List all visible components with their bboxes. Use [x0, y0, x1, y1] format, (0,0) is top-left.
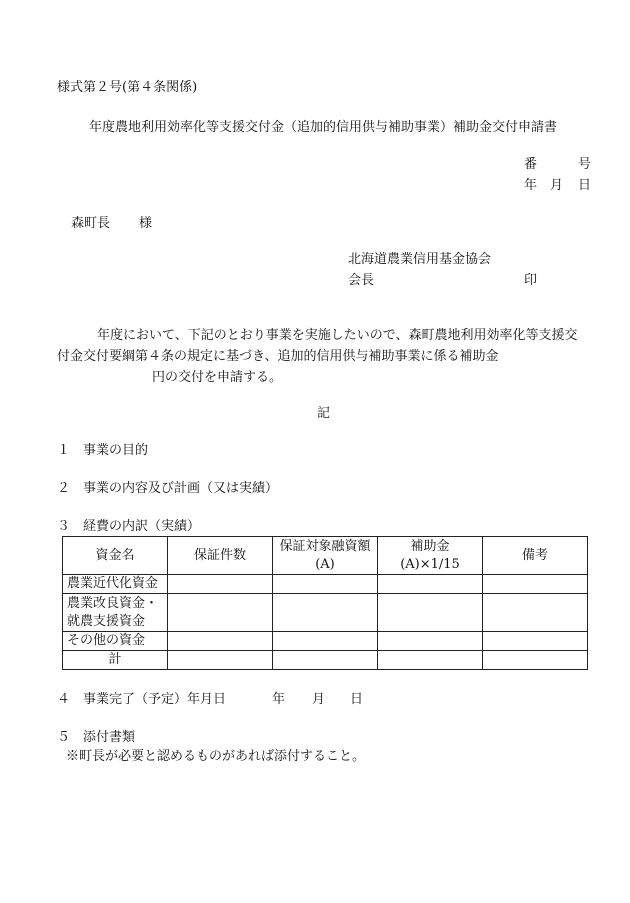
section-purpose: １ 事業の目的	[57, 443, 149, 458]
row-fund-name: その他の資金	[63, 632, 168, 651]
table-row	[63, 594, 588, 632]
cell-remarks	[483, 594, 588, 632]
document-title: 年度農地利用効率化等支援交付金（追加的信用供与補助事業）補助金交付申請書	[89, 120, 558, 135]
header-loan-amount-line-2: (A)	[315, 556, 335, 572]
table-total-row	[63, 651, 588, 670]
row-fund-name	[63, 594, 168, 632]
completion-year-label: 年	[272, 692, 286, 707]
header-subsidy-line-1: 補助金	[410, 538, 450, 554]
cell-subsidy	[378, 575, 483, 594]
cell-remarks	[483, 651, 588, 670]
completion-day-label: 日	[350, 692, 364, 707]
row-total-label: 計	[63, 651, 168, 670]
cell-guarantee-count	[168, 632, 273, 651]
document-number-suffix: 号	[578, 157, 592, 172]
header-remarks: 備考	[483, 537, 588, 575]
form-number: 様式第２号(第４条関係)	[57, 80, 198, 95]
header-subsidy	[378, 537, 483, 575]
seal-mark: 印	[524, 273, 538, 288]
date-month-label: 月	[550, 178, 564, 193]
applicant-role: 会長	[348, 273, 375, 288]
table-header-row	[63, 537, 588, 575]
header-loan-amount-line-1: 保証対象融資額	[279, 538, 371, 554]
header-guarantee-count: 保証件数	[168, 537, 273, 575]
body-text-line-3: 円の交付を申請する。	[152, 370, 283, 385]
document-number-label: 番	[524, 157, 538, 172]
addressee-honorific: 様	[139, 216, 153, 231]
record-heading: 記	[317, 406, 331, 421]
date-day-label: 日	[578, 178, 592, 193]
row-fund-name-line-2: 就農支援資金	[67, 613, 146, 629]
cell-loan-amount	[273, 575, 378, 594]
cell-subsidy	[378, 594, 483, 632]
cell-loan-amount	[273, 632, 378, 651]
section-expense-breakdown: ３ 経費の内訳（実績）	[57, 519, 201, 534]
row-fund-name-line-1: 農業改良資金・	[67, 595, 159, 611]
row-fund-name: 農業近代化資金	[63, 575, 168, 594]
cell-remarks	[483, 632, 588, 651]
applicant-organization: 北海道農業信用基金協会	[348, 252, 492, 267]
cell-remarks	[483, 575, 588, 594]
section-completion-date: ４ 事業完了（予定）年月日	[57, 692, 227, 707]
cell-guarantee-count	[168, 594, 273, 632]
body-text-line-1: 年度において、下記のとおり事業を実施したいので、森町農地利用効率化等支援交	[97, 328, 578, 343]
section-attachments: ５ 添付書類	[57, 730, 136, 745]
cell-loan-amount	[273, 594, 378, 632]
section-content-plan: ２ 事業の内容及び計画（又は実績）	[57, 481, 279, 496]
addressee-name: 森町長	[71, 216, 111, 231]
table-row	[63, 575, 588, 594]
body-text-line-2: 付金交付要綱第４条の規定に基づき、追加的信用供与補助事業に係る補助金	[57, 349, 499, 364]
header-subsidy-line-2: (A)×1/15	[400, 556, 460, 572]
table-row	[63, 632, 588, 651]
cell-guarantee-count	[168, 651, 273, 670]
completion-month-label: 月	[312, 692, 326, 707]
cell-loan-amount	[273, 651, 378, 670]
expense-table	[62, 536, 588, 670]
cell-subsidy	[378, 651, 483, 670]
date-year-label: 年	[524, 178, 538, 193]
cell-guarantee-count	[168, 575, 273, 594]
header-fund-name: 資金名	[63, 537, 168, 575]
cell-subsidy	[378, 632, 483, 651]
attachment-note: ※町長が必要と認めるものがあれば添付すること。	[66, 749, 366, 764]
header-loan-amount	[273, 537, 378, 575]
